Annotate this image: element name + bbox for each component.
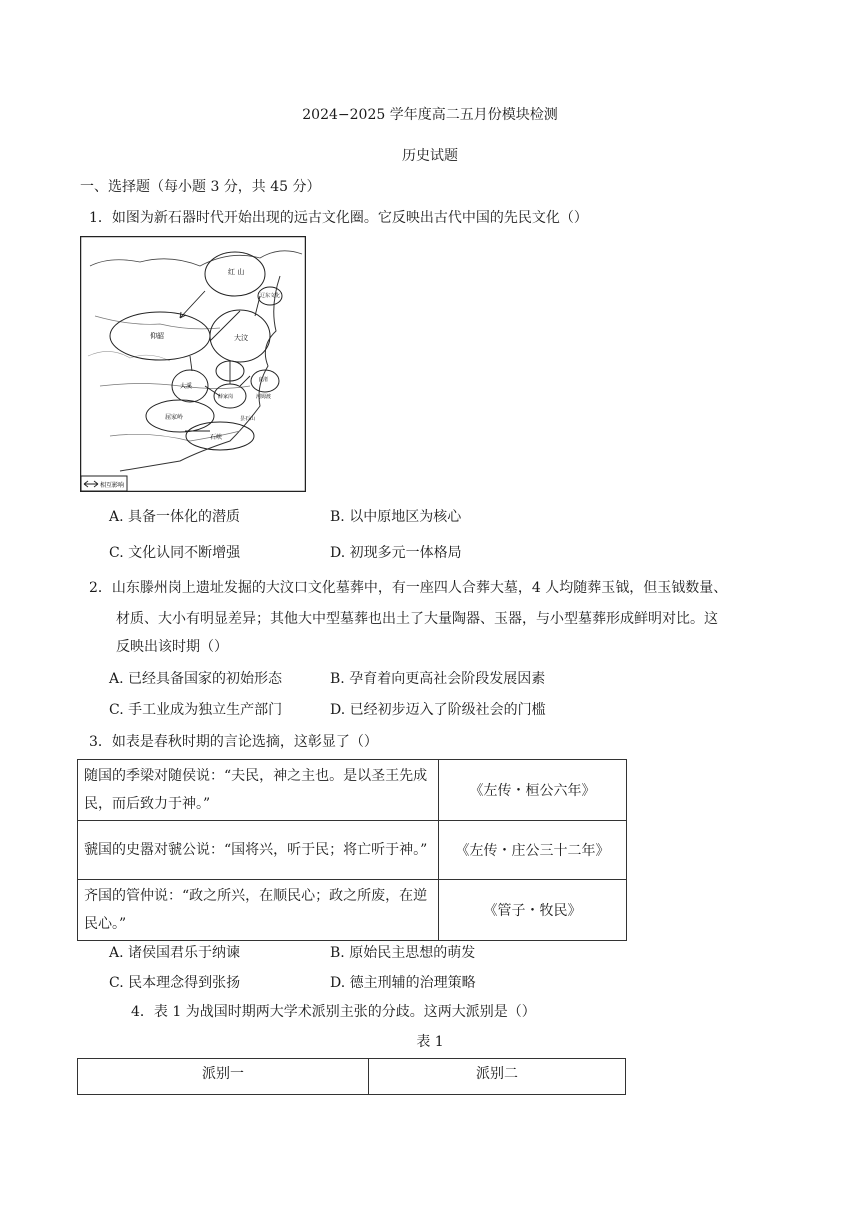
source-cell: 《左传・桓公六年》 bbox=[439, 760, 627, 821]
quote-cell: 齐国的管仲说：“政之所兴，在顺民心；政之所废，在逆民心。” bbox=[78, 880, 439, 941]
map-label-shixia: 石峡 bbox=[210, 434, 223, 441]
map-label-qujialing: 屈家岭 bbox=[165, 414, 184, 421]
q2-option-b[interactable]: B. 孕育着向更高社会阶段发展因素 bbox=[330, 671, 546, 687]
q2-stem-line3: 反映出该时期（） bbox=[116, 639, 228, 655]
q2-option-d[interactable]: D. 已经初步迈入了阶级社会的门槛 bbox=[330, 702, 546, 718]
q3-stem: 3．如表是春秋时期的言论选摘，这彰显了（） bbox=[89, 734, 378, 750]
q1-option-d[interactable]: D. 初现多元一体格局 bbox=[330, 545, 462, 561]
q1-option-b[interactable]: B. 以中原地区为核心 bbox=[330, 509, 462, 525]
map-label-liaodong: 辽东文化 bbox=[260, 293, 281, 299]
q1-option-c[interactable]: C. 文化认同不断增强 bbox=[109, 545, 241, 561]
map-label-xuejiagang: 薛家岗 bbox=[218, 394, 234, 400]
q3-option-d[interactable]: D. 德主刑辅的治理策略 bbox=[330, 975, 476, 991]
map-label-dawen: 大汶 bbox=[234, 334, 248, 342]
table-header-cell: 派别二 bbox=[369, 1059, 626, 1095]
exam-subject: 历史试题 bbox=[402, 148, 458, 164]
q2-stem-line1: 2．山东滕州岗上遗址发掘的大汶口文化墓葬中，有一座四人合葬大墓，4 人均随葬玉钺，但玉钺数量、 bbox=[89, 580, 728, 596]
q4-table-caption: 表 1 bbox=[416, 1034, 444, 1050]
table-header-row bbox=[78, 1059, 626, 1095]
q2-option-a[interactable]: A. 已经具备国家的初始形态 bbox=[109, 671, 283, 687]
quote-cell: 虢国的史嚣对虢公说：“国将兴，听于民；将亡听于神。” bbox=[78, 821, 439, 880]
q1-option-a[interactable]: A. 具备一体化的潜质 bbox=[109, 509, 241, 525]
q3-option-b[interactable]: B. 原始民主思想的萌发 bbox=[330, 945, 476, 961]
q3-option-c[interactable]: C. 民本理念得到张扬 bbox=[109, 975, 241, 991]
q4-table bbox=[77, 1058, 626, 1095]
table-header-cell: 派别一 bbox=[78, 1059, 369, 1095]
table-row bbox=[78, 880, 627, 941]
map-label-hongshan: 红 山 bbox=[228, 268, 245, 276]
section-heading: 一、选择题（每小题 3 分，共 45 分） bbox=[80, 179, 321, 195]
exam-title: 2024−2025 学年度高二五月份模块检测 bbox=[302, 107, 558, 123]
map-label-yangshao: 仰韶 bbox=[150, 332, 164, 340]
source-cell: 《管子・牧民》 bbox=[439, 880, 627, 941]
map-label-daxi: 大溪 bbox=[180, 383, 193, 390]
source-cell: 《左传・庄公三十二年》 bbox=[439, 821, 627, 880]
q2-stem-line2: 材质、大小有明显差异；其他大中型墓葬也出土了大量陶器、玉器，与小型墓葬形成鲜明对比。这 bbox=[116, 611, 718, 627]
q1-stem: 1．如图为新石器时代开始出现的远古文化圈。它反映出古代中国的先民文化（） bbox=[89, 210, 588, 226]
q4-stem: 4．表 1 为战国时期两大学术派别主张的分歧。这两大派别是（） bbox=[131, 1004, 536, 1020]
map-label-liangzhu: 良渚 bbox=[258, 377, 269, 383]
table-row bbox=[78, 821, 627, 880]
map-label-hemudu: 河姆渡 bbox=[256, 394, 272, 400]
q2-option-c[interactable]: C. 手工业成为独立生产部门 bbox=[109, 702, 283, 718]
culture-circle-map bbox=[80, 236, 306, 492]
q3-quote-table bbox=[77, 759, 627, 941]
map-label-tanshishan: 昙石山 bbox=[240, 416, 256, 422]
q3-option-a[interactable]: A. 诸侯国君乐于纳谏 bbox=[109, 945, 241, 961]
map-legend: 相互影响 bbox=[100, 482, 125, 489]
table-row bbox=[78, 760, 627, 821]
quote-cell: 随国的季梁对随侯说：“夫民，神之主也。是以圣王先成民，而后致力于神。” bbox=[78, 760, 439, 821]
